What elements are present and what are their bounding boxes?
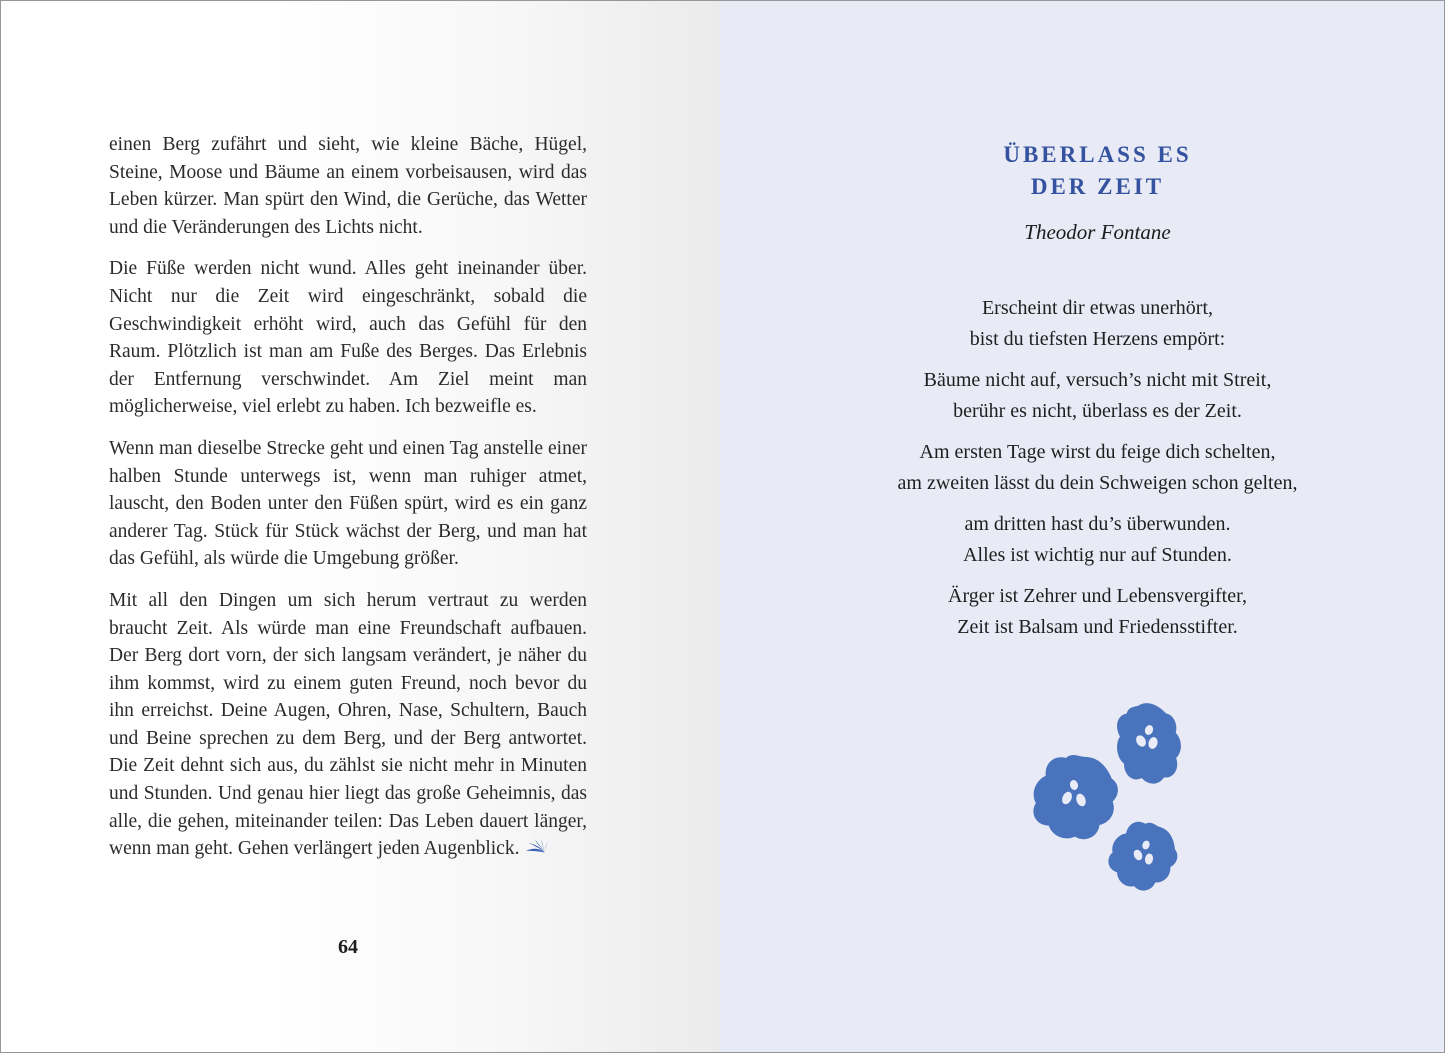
- poem-line: Zeit ist Balsam und Friedensstifter.: [957, 615, 1238, 638]
- paragraph-text: Mit all den Dingen um sich herum vertraut zu werden braucht Zeit. Als würde man eine Freundschaft aufbauen. Der Berg dort vorn, der sich langsam verändert, je näher du ihm kommst, wird zu einem guten Freund, noch bevor du ihn erreichst. Deine Augen, Ohren, Nase, Schultern, Bauch und Beine sprechen zu dem Berg, und der Berg antwortet. Die Zeit dehnt sich aus, du zählst sie nicht mehr in Minuten und Stunden. Und genau hier liegt das große Geheimnis, das alle, die gehen, miteinander teilen: Das Leben dauert länger, wenn man geht. Gehen verlängert jeden Augenblick.: [109, 589, 587, 860]
- poem-title-line: DER ZEIT: [1030, 174, 1165, 199]
- poem-title: [750, 139, 1445, 203]
- paragraph: einen Berg zufährt und sieht, wie kleine Bäche, Hügel, Steine, Moose und Bäume an einem vorbeisausen, wird das Leben kürzer. Man spürt den Wind, die Gerüche, das Wetter und die Veränderungen des Lichts nicht.: [109, 134, 587, 238]
- stanza: [750, 293, 1445, 354]
- stanza: [750, 581, 1445, 642]
- poem-title-line: ÜBERLASS ES: [1003, 142, 1192, 167]
- paragraph: [109, 587, 587, 863]
- poem-line: am dritten hast du’s überwunden.: [964, 513, 1231, 535]
- paragraph: Wenn man dieselbe Strecke geht und einen Tag anstelle einer halben Stunde unterwegs ist, wenn man ruhiger atmet, lauscht, den Boden unter den Füßen spürt, wird es ein ganz anderer Tag. Stück für Stück wächst der Berg, und man hat das Gefühl, als würde die Umgebung größer.: [109, 437, 587, 570]
- left-page: [1, 1, 720, 1052]
- poem-line: am zweiten lässt du dein Schweigen schon gelten,: [897, 471, 1298, 494]
- flower-blobs-illustration: [1003, 679, 1253, 919]
- poem-line: Am ersten Tage wirst du feige dich schelten,: [919, 441, 1276, 463]
- poem-line: Alles ist wichtig nur auf Stunden.: [963, 543, 1232, 566]
- poem-line: berühr es nicht, überlass es der Zeit.: [953, 399, 1242, 422]
- left-page-text: [109, 131, 587, 877]
- poem-line: bist du tiefsten Herzens empört:: [969, 327, 1226, 350]
- poem-line: Bäume nicht auf, versuch’s nicht mit Streit,: [923, 369, 1272, 391]
- stanza: [750, 365, 1445, 426]
- page-number: 64: [338, 936, 358, 958]
- poem-body: [750, 293, 1445, 653]
- poem-line: Erscheint dir etwas unerhört,: [981, 297, 1214, 319]
- leaf-sprig-icon: [524, 838, 549, 857]
- poem-author: Theodor Fontane: [1024, 220, 1171, 244]
- poem-line: Ärger ist Zehrer und Lebensvergifter,: [948, 585, 1247, 607]
- stanza: [750, 509, 1445, 570]
- stanza: [750, 437, 1445, 498]
- paragraph: Die Füße werden nicht wund. Alles geht ineinander über. Nicht nur die Zeit wird eingeschränkt, sobald die Geschwindigkeit erhöht wird, auch das Gefühl für den Raum. Plötzlich ist man am Fuße des Berges. Das Erlebnis der Entfernung verschwindet. Am Ziel meint man möglicherweise, viel erlebt zu haben. Ich bezweifle es.: [109, 258, 587, 418]
- right-page: [720, 1, 1445, 1052]
